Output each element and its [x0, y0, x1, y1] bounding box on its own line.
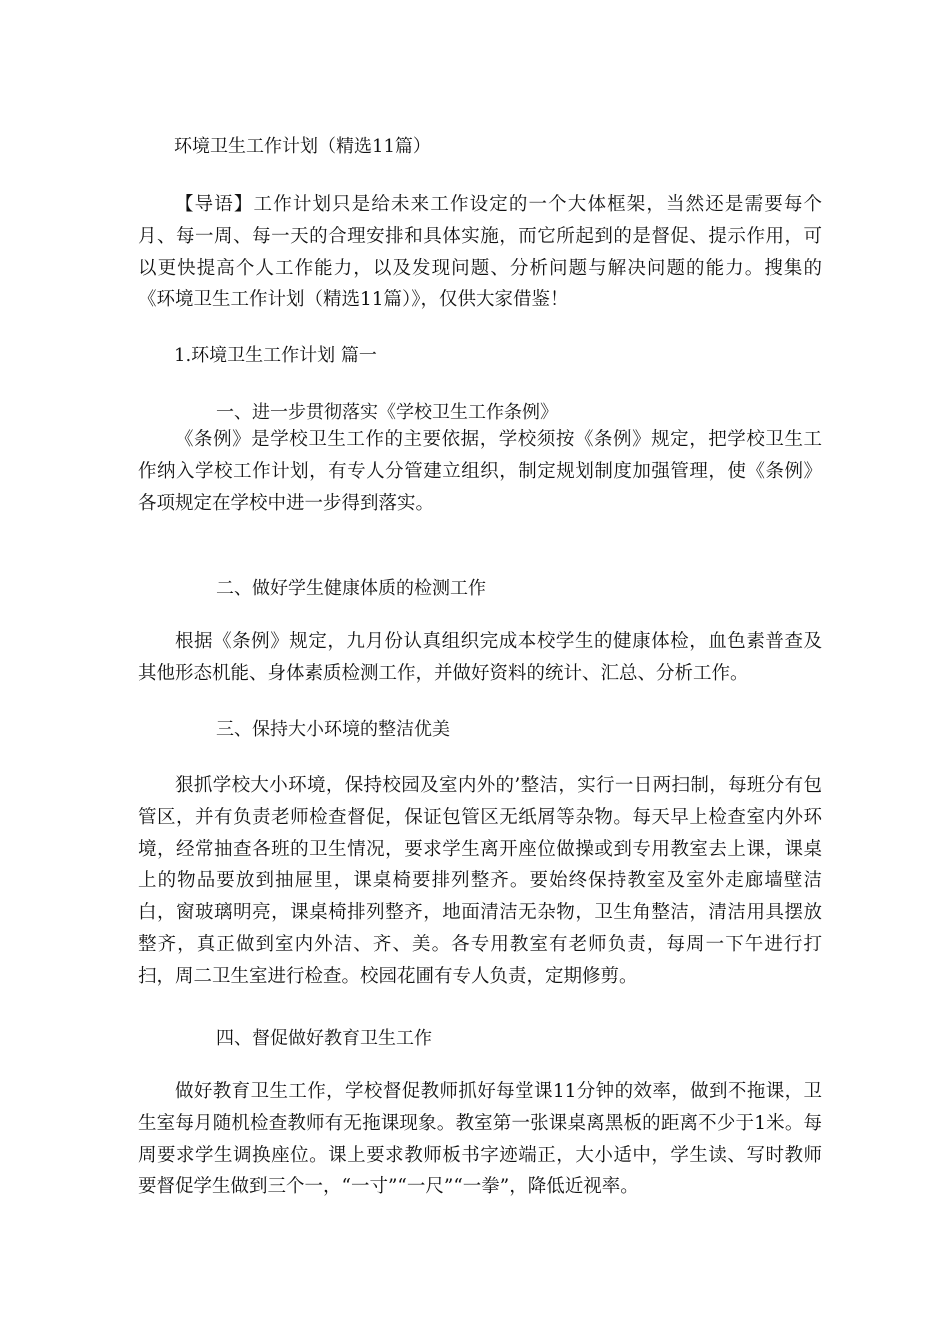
paragraph-1: 《条例》是学校卫生工作的主要依据，学校须按《条例》规定，把学校卫生工作纳入学校工作计划，有专人分管建立组织，制定规划制度加强管理，使《条例》各项规定在学校中进一步得到落实。 [138, 429, 822, 514]
intro-paragraph: 【导语】工作计划只是给未来工作设定的一个大体框架，当然还是需要每个月、每一周、每一天的合理安排和具体实施，而它所起到的是督促、提示作用，可以更快提高个人工作能力，以及发现问题、分析问题与解决问题的能力。搜集的《环境卫生工作计划（精选11篇）》，仅供大家借鉴！ [138, 194, 822, 311]
heading-1: 一、进一步贯彻落实《学校卫生工作条例》 [216, 402, 558, 423]
heading-4: 四、督促做好教育卫生工作 [216, 1028, 432, 1049]
section-title: 1.环境卫生工作计划 篇一 [174, 345, 377, 366]
paragraph-3: 狠抓学校大小环境，保持校园及室内外的’整洁，实行一日两扫制，每班分有包管区，并有负责老师检查督促，保证包管区无纸屑等杂物。每天早上检查室内外环境，经常抽查各班的卫生情况，要求学生离开座位做操或到专用教室去上课，课桌上的物品要放到抽屉里，课桌椅要排列整齐。要始终保持教室及室外走廊墙壁洁白，窗玻璃明亮，课桌椅排列整齐，地面清洁无杂物，卫生角整洁，清洁用具摆放整齐，真正做到室内外洁、齐、美。各专用教室有老师负责，每周一下午进行打扫，周二卫生室进行检查。校园花圃有专人负责，定期修剪。 [138, 775, 822, 987]
document-title: 环境卫生工作计划（精选11篇） [174, 136, 431, 157]
heading-2: 二、做好学生健康体质的检测工作 [216, 578, 486, 599]
paragraph-4: 做好教育卫生工作，学校督促教师抓好每堂课11分钟的效率，做到不拖课，卫生室每月随机检查教师有无拖课现象。教室第一张课桌离黑板的距离不少于1米。每周要求学生调换座位。课上要求教师板书字迹端正，大小适中，学生读、写时教师要督促学生做到三个一，“一寸”“一尺”“一拳”，降低近视率。 [138, 1081, 822, 1198]
paragraph-2: 根据《条例》规定，九月份认真组织完成本校学生的健康体检，血色素普查及其他形态机能、身体素质检测工作，并做好资料的统计、汇总、分析工作。 [138, 631, 822, 684]
heading-3: 三、保持大小环境的整洁优美 [216, 719, 450, 740]
